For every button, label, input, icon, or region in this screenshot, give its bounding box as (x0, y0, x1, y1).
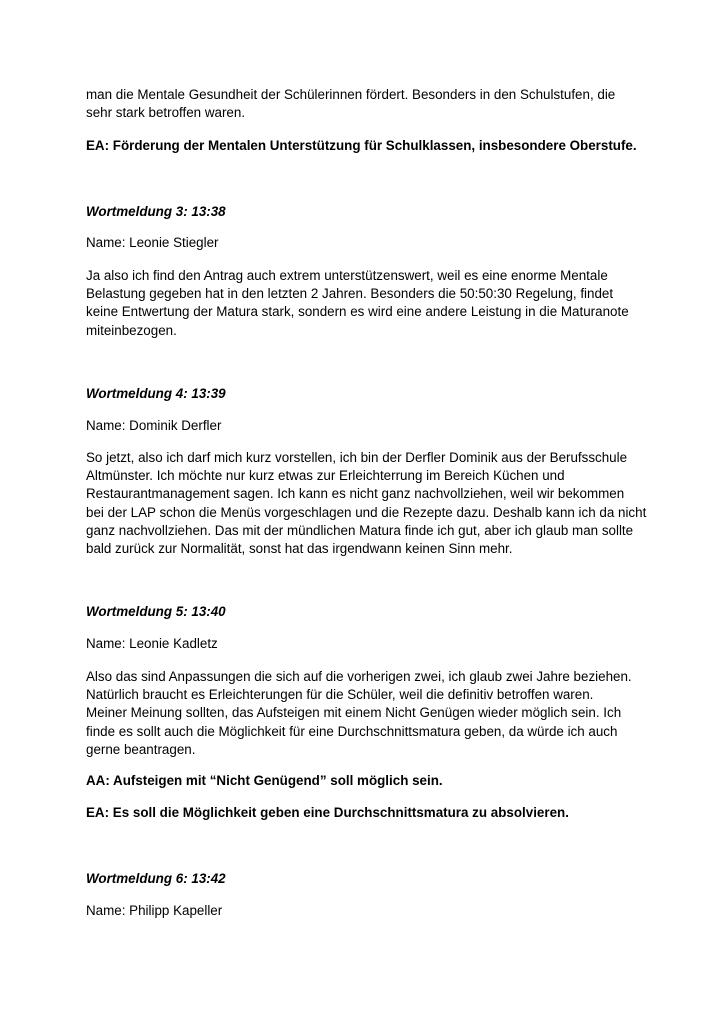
speech-paragraph-3 (86, 267, 629, 340)
speaker-name-4: Name: Dominik Derfler (86, 418, 222, 433)
ea-motion-5: EA: Es soll die Möglichkeit geben eine Durchschnittsmatura zu absolvieren. (86, 805, 569, 820)
text-line: bald zurück zur Normalität, sonst hat das irgendwann keinen Sinn mehr. (86, 541, 513, 557)
ea-motion-1: EA: Förderung der Mentalen Unterstützung für Schulklassen, insbesondere Oberstufe. (86, 138, 637, 153)
speech-paragraph-5 (86, 668, 632, 759)
text-line: man die Mentale Gesundheit der Schülerinnen fördert. Besonders in den Schulstufen, die (86, 87, 616, 102)
text-line: Meiner Meinung sollten, das Aufsteigen mit einem Nicht Genügen wieder möglich sein. Ich (86, 705, 622, 721)
speaker-name-3: Name: Leonie Stiegler (86, 235, 219, 250)
speech-heading-4: Wortmeldung 4: 13:39 (86, 386, 226, 401)
speech-paragraph-4 (86, 449, 646, 558)
text-line: So jetzt, also ich darf mich kurz vorstellen, ich bin der Derfler Dominik aus der Berufsschule (86, 450, 628, 465)
text-line: Restaurantmanagement sagen. Ich kann es nicht ganz nachvollziehen, weil wir bekommen (86, 486, 625, 502)
text-line: Ja also ich find den Antrag auch extrem unterstützenswert, weil es eine enorme Mentale (86, 268, 608, 283)
text-line: keine Entwertung der Matura stark, sondern es wird eine andere Leistung in die Maturanote (86, 304, 629, 320)
text-line: finde es sollt auch die Möglichkeit für eine Durchschnittsmatura geben, da würde ich auch (86, 723, 618, 739)
text-line: ganz nachvollziehen. Das mit der mündlichen Matura finde ich gut, aber ich glaub man sollte (86, 522, 634, 538)
aa-motion-5: AA: Aufsteigen mit “Nicht Genügend” soll möglich sein. (86, 773, 443, 788)
speech-heading-5: Wortmeldung 5: 13:40 (86, 604, 226, 619)
text-line: sehr stark betroffen waren. (86, 105, 246, 121)
speaker-name-5: Name: Leonie Kadletz (86, 636, 218, 651)
text-line: Natürlich braucht es Erleichterungen für die Schüler, weil die definitiv betroffen waren. (86, 687, 594, 703)
text-line: bei der LAP schon die Menüs vorgeschlagen und die Rezepte dazu. Deshalb kann ich da nicht (86, 504, 647, 520)
text-line: miteinbezogen. (86, 322, 177, 338)
speech-heading-6: Wortmeldung 6: 13:42 (86, 871, 226, 886)
text-line: gerne beantragen. (86, 741, 196, 757)
speaker-name-6: Name: Philipp Kapeller (86, 903, 223, 918)
speech-heading-3: Wortmeldung 3: 13:38 (86, 204, 226, 219)
text-line: Belastung gegeben hat in den letzten 2 Jahren. Besonders die 50:50:30 Regelung, findet (86, 286, 614, 302)
text-line: Altmünster. Ich möchte nur kurz etwas zur Erleichterrung im Bereich Küchen und (86, 468, 565, 484)
text-line: Also das sind Anpassungen die sich auf die vorherigen zwei, ich glaub zwei Jahre beziehen. (86, 669, 632, 684)
intro-paragraph (86, 86, 615, 122)
